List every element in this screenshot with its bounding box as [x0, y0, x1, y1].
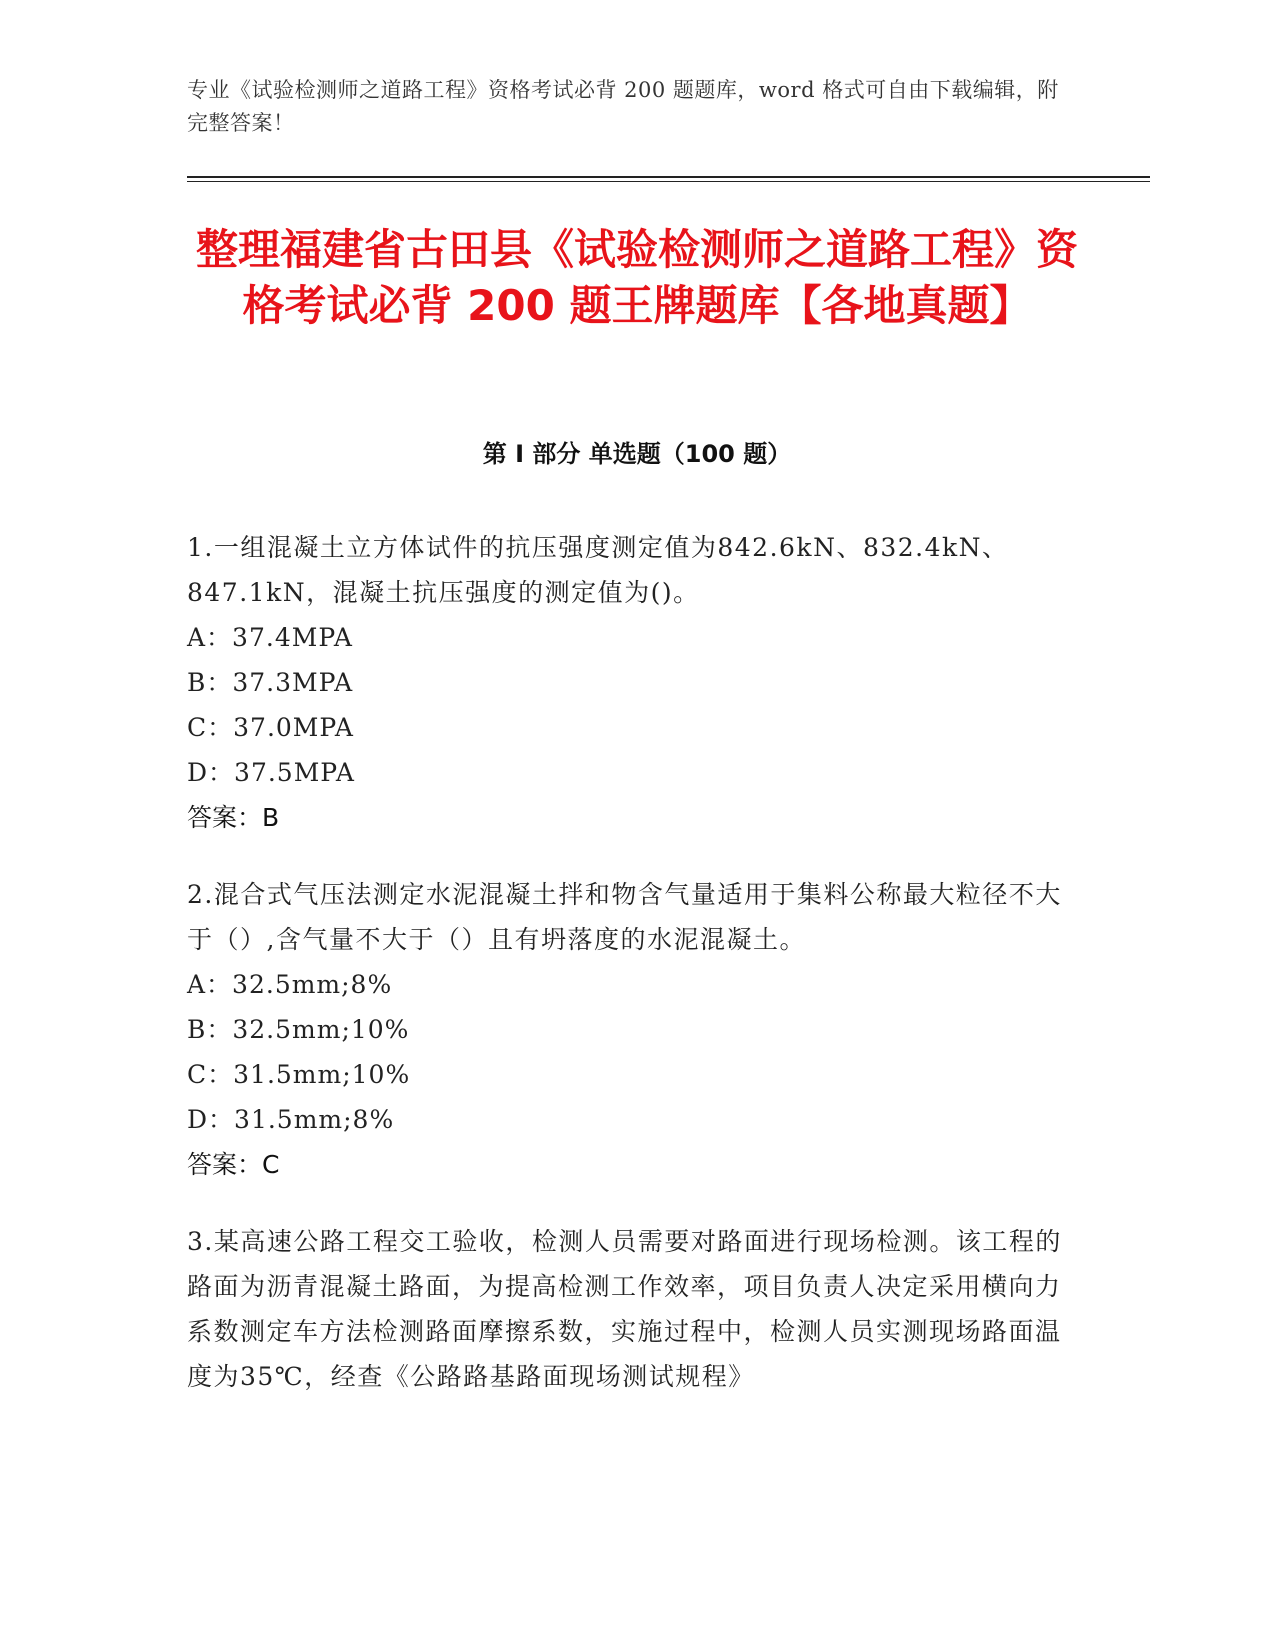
option-d: D：31.5mm;8% — [187, 1105, 395, 1134]
question-1 — [187, 525, 1067, 840]
option-c: C：37.0MPA — [187, 713, 354, 742]
option-a: A：32.5mm;8% — [187, 970, 393, 999]
question-list — [187, 525, 1067, 1431]
question-stem: 2.混合式气压法测定水泥混凝土拌和物含气量适用于集料公称最大粒径不大于（）,含气量不大于（）且有坍落度的水泥混凝土。 — [187, 880, 1062, 954]
answer: 答案：C — [187, 1150, 280, 1179]
option-c: C：31.5mm;10% — [187, 1060, 411, 1089]
option-d: D：37.5MPA — [187, 758, 355, 787]
question-2 — [187, 872, 1067, 1187]
option-a: A：37.4MPA — [187, 623, 353, 652]
option-b: B：37.3MPA — [187, 668, 354, 697]
question-3 — [187, 1219, 1067, 1399]
header-note: 专业《试验检测师之道路工程》资格考试必背 200 题题库，word 格式可自由下载编辑，附完整答案！ — [187, 78, 1059, 135]
header-divider — [187, 176, 1150, 178]
question-stem: 3.某高速公路工程交工验收，检测人员需要对路面进行现场检测。该工程的路面为沥青混凝土路面，为提高检测工作效率，项目负责人决定采用横向力系数测定车方法检测路面摩擦系数，实施过程中，检测人员实测现场路面温度为35℃，经查《公路路基路面现场测试规程》 — [187, 1227, 1062, 1391]
answer: 答案：B — [187, 803, 280, 832]
header-divider-thin — [187, 181, 1150, 182]
section-heading: 第 I 部分 单选题（100 题） — [482, 440, 792, 468]
option-b: B：32.5mm;10% — [187, 1015, 410, 1044]
document-title: 整理福建省古田县《试验检测师之道路工程》资格考试必背 200 题王牌题库【各地真题】 — [195, 225, 1078, 330]
question-stem: 1.一组混凝土立方体试件的抗压强度测定值为842.6kN、832.4kN、847.1kN，混凝土抗压强度的测定值为()。 — [187, 533, 1009, 607]
